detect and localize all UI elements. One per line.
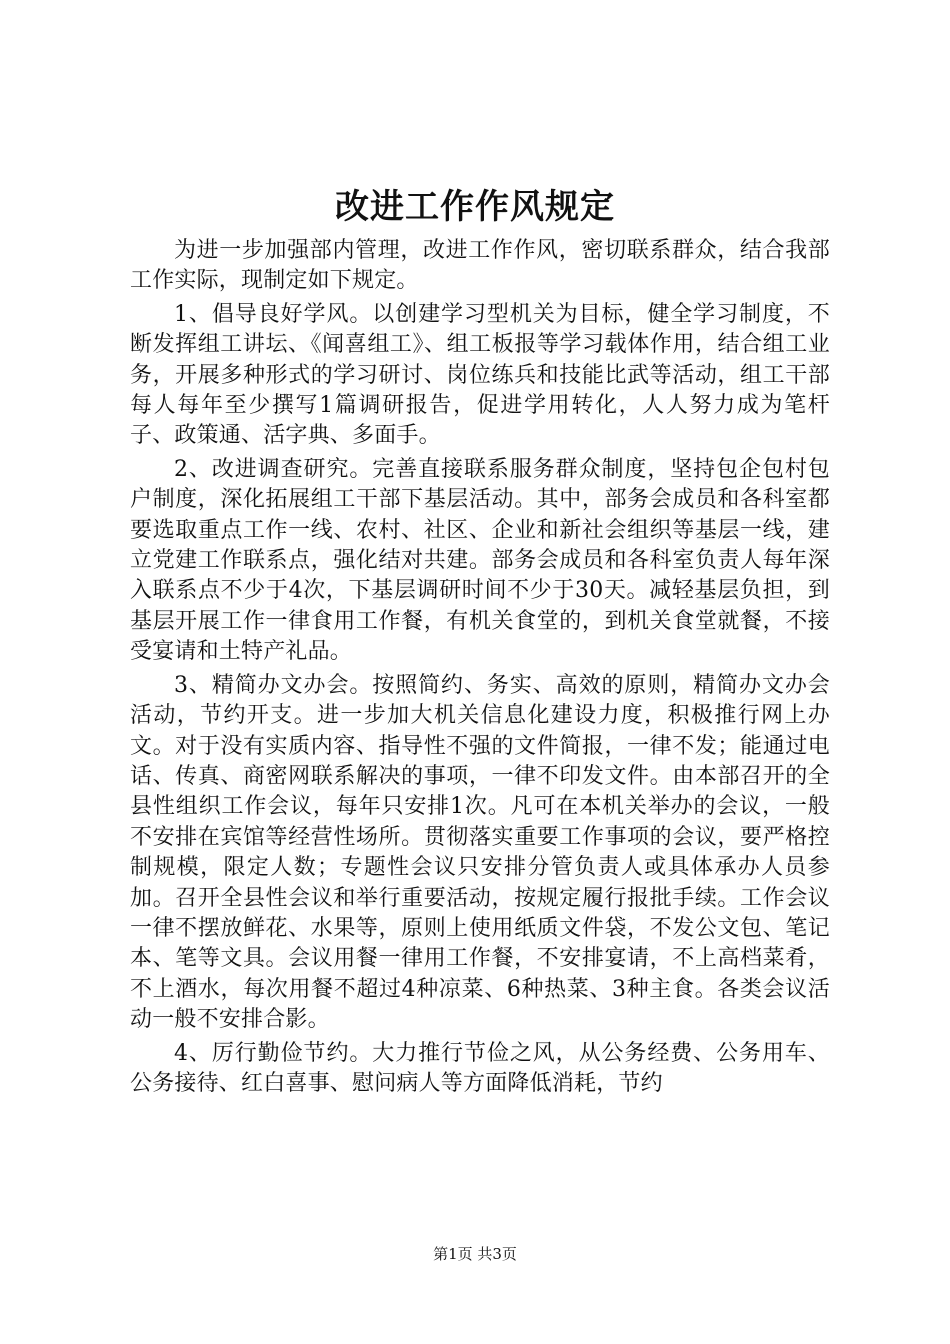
intro-paragraph: 为进一步加强部内管理，改进工作作风，密切联系群众，结合我部工作实际，现制定如下规定。 — [130, 238, 830, 294]
document-title: 改进工作作风规定 — [335, 187, 615, 227]
document-body — [130, 236, 830, 1102]
paragraph-study-style: 1、倡导良好学风。以创建学习型机关为目标，健全学习制度，不断发挥组工讲坛、《闻喜组工》、组工板报等学习载体作用，结合组工业务，开展多种形式的学习研讨、岗位练兵和技能比武等活动，组工干部每人每年至少撰写1篇调研报告，促进学用转化，人人努力成为笔杆子、政策通、活字典、多面手。 — [130, 301, 830, 449]
paragraph-research: 2、改进调查研究。完善直接联系服务群众制度，坚持包企包村包户制度，深化拓展组工干部下基层活动。其中，部务会成员和各科室都要选取重点工作一线、农村、社区、企业和新社会组织等基层一线，建立党建工作联系点，强化结对共建。部务会成员和各科室负责人每年深入联系点不少于4次，下基层调研时间不少于30天。减轻基层负担，到基层开展工作一律食用工作餐，有机关食堂的，到机关食堂就餐，不接受宴请和土特产礼品。 — [130, 456, 830, 665]
paragraph-thrift: 4、厉行勤俭节约。大力推行节俭之风，从公务经费、公务用车、公务接待、红白喜事、慰问病人等方面降低消耗，节约 — [130, 1040, 830, 1096]
page-footer: 第1页 共3页 — [433, 1245, 517, 1263]
paragraph-meetings: 3、精简办文办会。按照简约、务实、高效的原则，精简办文办会活动，节约开支。进一步加大机关信息化建设力度，积极推行网上办文。对于没有实质内容、指导性不强的文件简报，一律不发；能通过电话、传真、商密网联系解决的事项，一律不印发文件。由本部召开的全县性组织工作会议，每年只安排1次。凡可在本机关举办的会议，一般不安排在宾馆等经营性场所。贯彻落实重要工作事项的会议，要严格控制规模，限定人数；专题性会议只安排分管负责人或具体承办人员参加。召开全县性会议和举行重要活动，按规定履行报批手续。工作会议一律不摆放鲜花、水果等，原则上使用纸质文件袋，不发公文包、笔记本、笔等文具。会议用餐一律用工作餐，不安排宴请，不上高档菜肴，不上酒水，每次用餐不超过4种凉菜、6种热菜、3种主食。各类会议活动一般不安排合影。 — [130, 672, 830, 1033]
